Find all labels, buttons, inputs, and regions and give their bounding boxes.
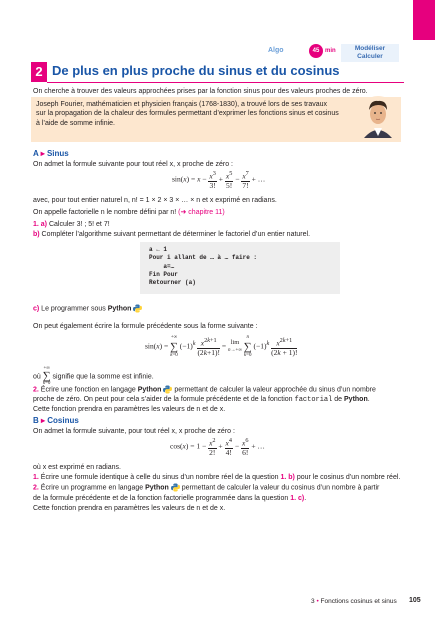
biography-line: Joseph Fourier, mathématicien et physicien français (1768-1830), a trouvé lors de ses travaux: [36, 101, 328, 108]
part-a-intro: On admet la formule suivante pour tout réel x, x proche de zéro :: [33, 161, 233, 168]
duration-value: 45: [312, 48, 320, 54]
radians-note: où x est exprimé en radians.: [33, 464, 121, 471]
section-letter: B: [33, 416, 39, 425]
python-logo-icon: [133, 304, 142, 313]
python-logo-icon: [171, 483, 180, 492]
arrow-icon: ▸: [40, 149, 45, 158]
sigma-formula: sin(x) = +∞ ∑ k=0 $(-1)^k$ $\frac{x^{2k+1}}{(2k+1)!}$ = lim n→+∞ n ∑ k=0 $(-1)^k$ $\frac{x^{2k+1}}{(2k + 1)!}$: [145, 335, 298, 358]
biography-text: [36, 100, 339, 128]
fourier-portrait: [358, 92, 398, 140]
biography-line: sur la propagation de la chaleur des formules permettant d’exprimer les fonctions sinus et cosinus: [36, 110, 339, 118]
question-a1a: 1. a) Calculer 3! ; 5! et 7!: [33, 221, 110, 228]
page-number: 105: [409, 597, 421, 604]
section-title: Sinus: [46, 149, 69, 158]
question-a2-line3: Cette fonction prendra en paramètres les valeurs de n et de x.: [33, 406, 226, 413]
cosine-series-formula: cos(x) = 1 − $\frac{x^2}{2!}$ + $\frac{x^4}{4!}$ − $\frac{x^6}{6!}$ + …: [170, 437, 265, 457]
bullet-icon: •: [316, 598, 319, 605]
section-letter: A: [33, 149, 39, 158]
code-line: Pour i allant de … à … faire :: [149, 254, 258, 262]
intro-lead: On cherche à trouver des valeurs approchées prises par la fonction sinus pour des valeurs proches de zéro.: [33, 88, 368, 95]
algorithm-box: [140, 242, 340, 294]
question-a2-line2: proche de zéro. On peut pour cela s’aider de la formule précédente et de la fonction factorial de Python.: [33, 396, 370, 404]
question-a2: 2. Écrire une fonction en langage Python permettant de calculer la valeur approchée du sinus d’un nombre: [33, 386, 376, 394]
skill-tag: Calculer: [357, 53, 383, 60]
code-line: a=…: [149, 262, 175, 270]
code-line: Retourner (a): [149, 279, 196, 287]
clock-icon: [309, 44, 323, 58]
page-footer: [311, 598, 397, 605]
section-a-heading: [33, 149, 69, 158]
skills-badge: [341, 44, 399, 62]
code-line: Fin Pour: [149, 270, 178, 278]
exercise-title: De plus en plus proche du sinus et du cosinus: [52, 63, 340, 78]
duration-unit: min: [325, 48, 336, 54]
question-b2-line2: de la formule précédente et de la fonction factorielle programmée dans la question 1. c).: [33, 495, 307, 502]
alt-form-intro: On peut également écrire la formule précédente sous la forme suivante :: [33, 323, 258, 330]
question-b2: 2. Écrire un programme en langage Python permettant de calculer la valeur du cosinus d’un nombre à partir: [33, 484, 380, 492]
question-b1: 1. Écrire une formule identique à celle du sinus d’un nombre réel de la question 1. b) pour le cosinus d’un nombre réel.: [33, 474, 401, 481]
biography-line: à l’aide de somme infinie.: [36, 119, 115, 127]
question-a1c: c) Le programmer sous Python: [33, 304, 142, 314]
part-b-intro: On admet la formule suivante, pour tout réel x, x proche de zéro :: [33, 428, 235, 435]
factorial-name: On appelle factorielle n le nombre défini par n!: [33, 209, 177, 216]
code-line: a ← 1: [149, 246, 168, 253]
chapter-number: 3: [311, 598, 315, 605]
question-a1b: b) Compléter l’algorithme suivant permettant de déterminer le factoriel d’un entier naturel.: [33, 231, 311, 238]
section-b-heading: [33, 416, 79, 425]
factorial-name-line: [33, 208, 225, 218]
sine-series-formula: sin(x) = x − $\frac{x^3}{3!}$ + $\frac{x^5}{5!}$ − $\frac{x^7}{7!}$ + …: [172, 170, 266, 190]
chapter-reference: (➜ chapitre 11): [178, 209, 225, 216]
chapter-title: Fonctions cosinus et sinus: [320, 598, 397, 605]
exercise-number: 2: [31, 62, 47, 82]
arrow-icon: ▸: [41, 416, 46, 425]
factorial-definition: avec, pour tout entier naturel n, n! = 1 × 2 × 3 × … × n et x exprimé en radians.: [33, 197, 277, 204]
section-title: Cosinus: [47, 416, 79, 425]
title-underline: [47, 82, 404, 83]
algo-tag: Algo: [268, 47, 284, 54]
question-b2-line3: Cette fonction prendra en paramètres les valeurs de n et de x.: [33, 505, 226, 512]
infinite-sum-note: où +∞ ∑ k=0 signifie que la somme est infinie.: [33, 366, 154, 386]
page-corner-tab: [413, 0, 435, 40]
skill-tag: Modéliser: [354, 45, 386, 52]
